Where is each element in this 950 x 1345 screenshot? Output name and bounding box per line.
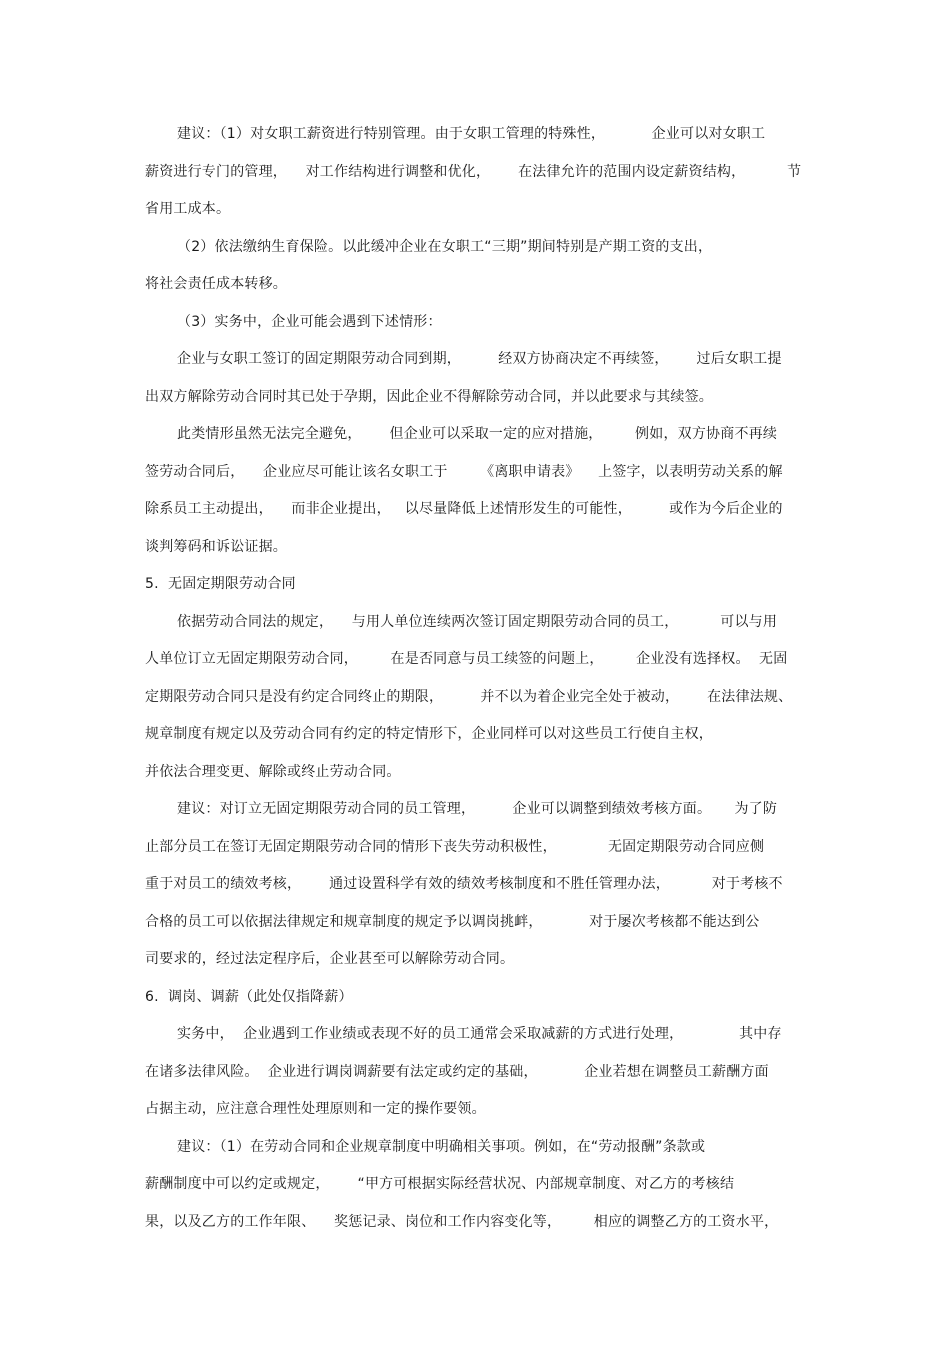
paragraph-line: （2）依法缴纳生育保险。以此缓冲企业在女职工“三期”期间特别是产期工资的支出， (177, 239, 713, 255)
section-heading: 6. 调岗、调薪（此处仅指降薪） (145, 989, 353, 1005)
paragraph-line: 并依法合理变更、解除或终止劳动合同。 (145, 764, 401, 780)
paragraph-line: 司要求的，经过法定程序后，企业甚至可以解除劳动合同。 (145, 951, 515, 967)
paragraph-line: 将社会责任成本转移。 (145, 276, 287, 292)
paragraph-line: 此类情形虽然无法完全避免， 但企业可以采取一定的应对措施， 例如，双方协商不再续 (177, 426, 778, 442)
paragraph-line: 人单位订立无固定期限劳动合同， 在是否同意与员工续签的问题上， 企业没有选择权。 无固 (145, 651, 788, 667)
paragraph-line: 建议：（1）在劳动合同和企业规章制度中明确相关事项。例如，在“劳动报酬”条款或 (177, 1139, 706, 1155)
paragraph-line: 合格的员工可以依据法律规定和规章制度的规定予以调岗挑衅， 对于屡次考核都不能达到公 (145, 914, 760, 930)
paragraph-line: 出双方解除劳动合同时其已处于孕期，因此企业不得解除劳动合同，并以此要求与其续签。 (145, 389, 713, 405)
paragraph-line: 止部分员工在签订无固定期限劳动合同的情形下丧失劳动积极性， 无固定期限劳动合同应侧 (145, 839, 765, 855)
paragraph-line: 谈判筹码和诉讼证据。 (145, 539, 287, 555)
paragraph-line: 依据劳动合同法的规定， 与用人单位连续两次签订固定期限劳动合同的员工， 可以与用 (177, 614, 778, 630)
paragraph-line: 占据主动，应注意合理性处理原则和一定的操作要领。 (145, 1101, 486, 1117)
paragraph-line: 规章制度有规定以及劳动合同有约定的特定情形下，企业同样可以对这些员工行使自主权， (145, 726, 713, 742)
paragraph-line: 重于对员工的绩效考核， 通过设置科学有效的绩效考核制度和不胜任管理办法， 对于考核不 (145, 876, 783, 892)
paragraph-line: （3）实务中，企业可能会遇到下述情形： (177, 314, 442, 330)
paragraph-line: 建议：对订立无固定期限劳动合同的员工管理， 企业可以调整到绩效考核方面。 为了防 (177, 801, 778, 817)
paragraph-line: 薪酬制度中可以约定或规定， “甲方可根据实际经营状况、内部规章制度、对乙方的考核结 (145, 1176, 735, 1192)
paragraph-line: 省用工成本。 (145, 201, 231, 217)
paragraph-line: 薪资进行专门的管理， 对工作结构进行调整和优化， 在法律允许的范围内设定薪资结构， 节 (145, 164, 802, 180)
paragraph-line: 企业与女职工签订的固定期限劳动合同到期， 经双方协商决定不再续签， 过后女职工提 (177, 351, 782, 367)
paragraph-line: 除系员工主动提出， 而非企业提出， 以尽量降低上述情形发生的可能性， 或作为今后企业的 (145, 501, 783, 517)
paragraph-line: 在诸多法律风险。 企业进行调岗调薪要有法定或约定的基础， 企业若想在调整员工薪酬方面 (145, 1064, 769, 1080)
paragraph-line: 建议：（1）对女职工薪资进行特别管理。由于女职工管理的特殊性， 企业可以对女职工 (177, 126, 766, 142)
paragraph-line: 实务中， 企业遇到工作业绩或表现不好的员工通常会采取减薪的方式进行处理， 其中存 (177, 1026, 782, 1042)
section-heading: 5. 无固定期限劳动合同 (145, 576, 296, 592)
paragraph-line: 签劳动合同后， 企业应尽可能让该名女职工于 《离职申请表》 上签字，以表明劳动关系的解 (145, 464, 783, 480)
paragraph-line: 果，以及乙方的工作年限、 奖惩记录、岗位和工作内容变化等， 相应的调整乙方的工资水平， (145, 1214, 779, 1230)
paragraph-line: 定期限劳动合同只是没有约定合同终止的期限， 并不以为着企业完全处于被动， 在法律法规、 (145, 689, 793, 705)
